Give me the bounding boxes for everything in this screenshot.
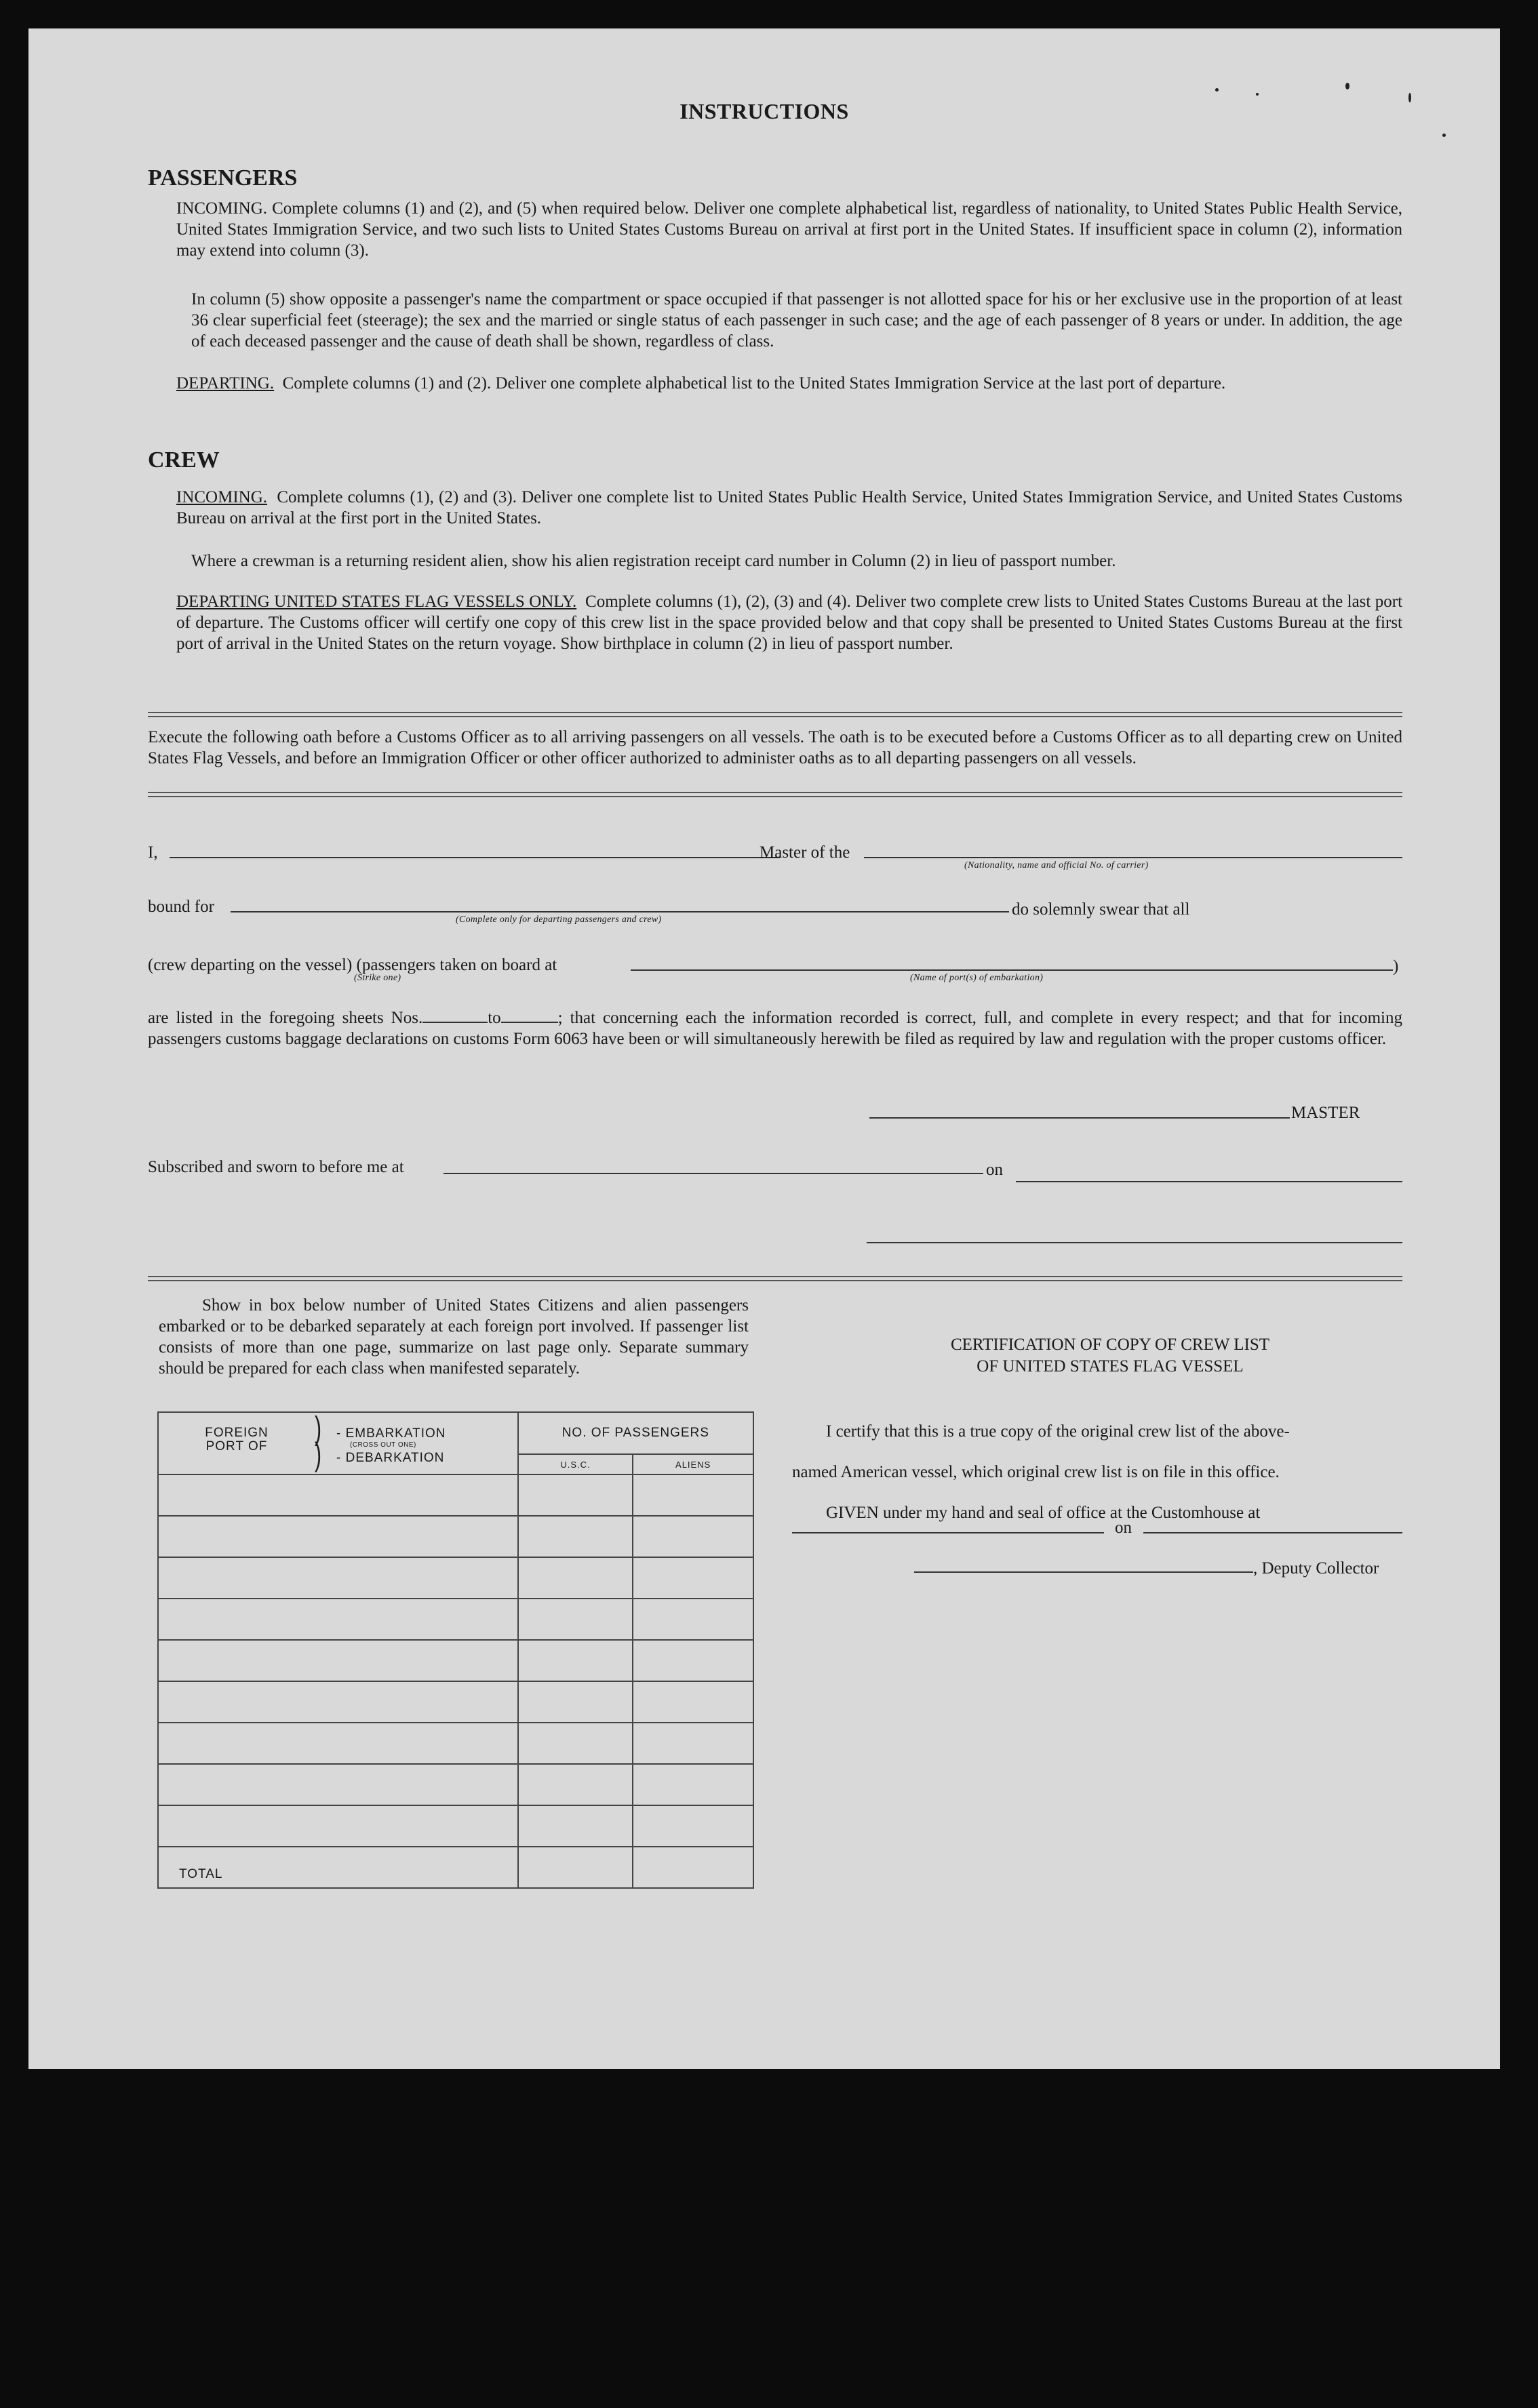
total-row (158, 1847, 753, 1888)
document-page (28, 28, 1500, 2069)
crew-incoming-label: INCOMING. (176, 488, 268, 506)
usc-cell[interactable] (518, 1640, 633, 1681)
embarkation-port-field[interactable] (631, 969, 1393, 971)
master-signature-field[interactable] (869, 1117, 1290, 1119)
crew-heading: CREW (148, 447, 220, 473)
crew-incoming-paragraph (176, 487, 1402, 529)
port-cell[interactable] (158, 1805, 518, 1847)
total-label: TOTAL (158, 1847, 518, 1888)
total-usc-cell[interactable] (518, 1847, 633, 1888)
passengers-heading: PASSENGERS (148, 165, 298, 190)
crew-resident-paragraph: Where a crewman is a returning resident alien, show his alien registration receipt card number in Column (2) in lieu of passport number. (191, 552, 1116, 570)
given-text: GIVEN under my hand and seal of office at the Customhouse at (826, 1504, 1261, 1522)
crew-departing-label: DEPARTING UNITED STATES FLAG VESSELS ONLY. (176, 593, 577, 611)
port-cell[interactable] (158, 1764, 518, 1805)
subscribed-label: Subscribed and sworn to before me at (148, 1158, 404, 1176)
aliens-cell[interactable] (633, 1723, 753, 1764)
passengers-departing-label: DEPARTING. (176, 374, 275, 393)
divider-rule (148, 792, 1402, 797)
bound-for-caption: (Complete only for departing passengers and crew) (456, 915, 662, 925)
table-row (158, 1805, 753, 1847)
certification-title-2: OF UNITED STATES FLAG VESSEL (977, 1357, 1244, 1376)
bound-for-label: bound for (148, 898, 214, 916)
usc-cell[interactable] (518, 1557, 633, 1599)
customhouse-place-field[interactable] (792, 1532, 1104, 1533)
aliens-cell[interactable] (633, 1599, 753, 1640)
carrier-caption: (Nationality, name and official No. of carrier) (964, 860, 1149, 870)
close-paren: ) (1393, 957, 1399, 976)
sworn-on-label: on (986, 1161, 1003, 1179)
certification-title-1: CERTIFICATION OF COPY OF CREW LIST (950, 1336, 1270, 1354)
aliens-header: ALIENS (633, 1454, 753, 1474)
aliens-cell[interactable] (633, 1557, 753, 1599)
certification-date-field[interactable] (1143, 1532, 1402, 1533)
sheet-from-field[interactable] (422, 1008, 488, 1023)
master-name-field[interactable] (170, 857, 780, 858)
aliens-cell[interactable] (633, 1805, 753, 1847)
passenger-summary-table (157, 1411, 754, 1889)
master-of-the-label: Master of the (760, 843, 850, 862)
port-header-cell (158, 1412, 518, 1474)
carrier-field[interactable] (864, 857, 1402, 858)
sheet-to-field[interactable] (501, 1008, 558, 1023)
scan-speck (1215, 88, 1219, 92)
debarkation-label: - DEBARKATION (336, 1451, 445, 1465)
oath-i-label: I, (148, 843, 158, 862)
port-cell[interactable] (158, 1599, 518, 1640)
usc-cell[interactable] (518, 1599, 633, 1640)
deputy-signature-field[interactable] (914, 1571, 1253, 1573)
summary-instruction: Show in box below number of United States Citizens and alien passengers embarked or to be debarked separately at each foreign port involved. If passenger list consists of more than one page, summarize on last page only. Separate summary should be prepared for each class when manifested separately. (159, 1296, 749, 1378)
oath-instruction: Execute the following oath before a Customs Officer as to all arriving passengers on all vessels. The oath is to be executed before a Customs Officer as to all departing crew on United States Flag Vessels, and before an Immigration Officer or other officer authorized to administer oaths as to all departing passengers on all vessels. (148, 728, 1402, 767)
scan-speck (1345, 83, 1349, 89)
port-cell[interactable] (158, 1516, 518, 1557)
crew-departing-paragraph (176, 591, 1402, 654)
table-row (158, 1474, 753, 1516)
foreign-port-of-label: FOREIGN PORT OF (205, 1426, 269, 1453)
sworn-date-field[interactable] (1016, 1181, 1402, 1182)
cross-out-label: (CROSS OUT ONE) (350, 1441, 416, 1449)
crew-departing-strike-label: (crew departing on the vessel) (passengers taken on board at (148, 956, 557, 974)
table-row (158, 1516, 753, 1557)
master-label: MASTER (1291, 1104, 1360, 1122)
aliens-cell[interactable] (633, 1764, 753, 1805)
listed-paragraph (148, 1007, 1402, 1049)
embarkation-label: - EMBARKATION (336, 1426, 446, 1441)
no-passengers-header: NO. OF PASSENGERS (518, 1412, 753, 1454)
instructions-title: INSTRUCTIONS (679, 99, 849, 123)
usc-cell[interactable] (518, 1516, 633, 1557)
certification-on-label: on (1115, 1519, 1132, 1537)
table-row (158, 1599, 753, 1640)
brace-icon: ) ) (315, 1411, 321, 1473)
total-aliens-cell[interactable] (633, 1847, 753, 1888)
certify-line-2: named American vessel, which original crew list is on file in this office. (792, 1463, 1280, 1481)
aliens-cell[interactable] (633, 1681, 753, 1723)
divider-rule (148, 1276, 1402, 1281)
table-row (158, 1640, 753, 1681)
usc-header: U.S.C. (518, 1454, 633, 1474)
crew-incoming-text: Complete columns (1), (2) and (3). Deliver one complete list to United States Public Health Service, United States Immigration Service, and United States Customs Bureau on arrival at the first port in the United States. (176, 488, 1402, 527)
do-swear-label: do solemnly swear that all (1012, 900, 1190, 919)
port-cell[interactable] (158, 1681, 518, 1723)
usc-cell[interactable] (518, 1764, 633, 1805)
listed-prefix: are listed in the foregoing sheets Nos. (148, 1009, 423, 1027)
table-row (158, 1557, 753, 1599)
port-cell[interactable] (158, 1474, 518, 1516)
table-row (158, 1681, 753, 1723)
usc-cell[interactable] (518, 1681, 633, 1723)
passengers-incoming-paragraph (176, 198, 1402, 261)
table-row (158, 1764, 753, 1805)
to-label: to (488, 1009, 501, 1027)
strike-one-caption: (Strike one) (354, 973, 401, 983)
passengers-departing-paragraph (176, 373, 1402, 394)
passengers-column5-paragraph: In column (5) show opposite a passenger's name the compartment or space occupied if that passenger is not allotted space for his or her exclusive use in the proportion of at least 36 clear superficial feet (steerage); the sex and the married or single status of each passenger in such case; and the age of each passenger of 8 years or under. In addition, the age of each deceased passenger and the cause of death shall be shown, regardless of class. (191, 290, 1402, 350)
port-caption: (Name of port(s) of embarkation) (910, 973, 1044, 983)
deputy-collector-label: , Deputy Collector (1253, 1559, 1379, 1578)
table-row (158, 1723, 753, 1764)
port-cell[interactable] (158, 1640, 518, 1681)
port-cell[interactable] (158, 1557, 518, 1599)
aliens-cell[interactable] (633, 1474, 753, 1516)
scan-speck (1442, 134, 1446, 137)
officer-signature-field[interactable] (867, 1242, 1402, 1243)
aliens-cell[interactable] (633, 1640, 753, 1681)
divider-rule (148, 712, 1402, 717)
usc-cell[interactable] (518, 1723, 633, 1764)
usc-cell[interactable] (518, 1474, 633, 1516)
sworn-place-field[interactable] (443, 1173, 983, 1174)
usc-cell[interactable] (518, 1805, 633, 1847)
passengers-incoming-text: Complete columns (1) and (2), and (5) when required below. Deliver one complete alphabetical list, regardless of nationality, to United States Public Health Service, United States Immigration Service, and two such lists to United States Customs Bureau on arrival at first port in the United States. If insufficient space in column (2), information may extend into column (3). (176, 199, 1403, 260)
crew-departing-text: Complete columns (1), (2), (3) and (4). Deliver two complete crew lists to United States Customs Bureau at the last port of departure. The Customs officer will certify one copy of this crew list in the space provided below and that copy shall be presented to United States Customs Bureau at the first port of arrival in the United States on the return voyage. Show birthplace in column (2) in lieu of passport number. (176, 593, 1403, 653)
listed-text: ; that concerning each the information recorded is correct, full, and complete in every respect; and that for incoming passengers customs baggage declarations on customs Form 6063 have been or will simultaneously herewith be filed as required by law and regulation with the proper customs officer. (148, 1009, 1402, 1048)
certify-line-1: I certify that this is a true copy of the original crew list of the above- (826, 1422, 1290, 1441)
aliens-cell[interactable] (633, 1516, 753, 1557)
scan-speck (1256, 93, 1259, 96)
port-cell[interactable] (158, 1723, 518, 1764)
bound-for-field[interactable] (231, 911, 1009, 912)
passengers-departing-text: Complete columns (1) and (2). Deliver one complete alphabetical list to the United States Immigration Service at the last port of departure. (282, 374, 1226, 393)
passengers-incoming-label: INCOMING. (176, 199, 268, 218)
